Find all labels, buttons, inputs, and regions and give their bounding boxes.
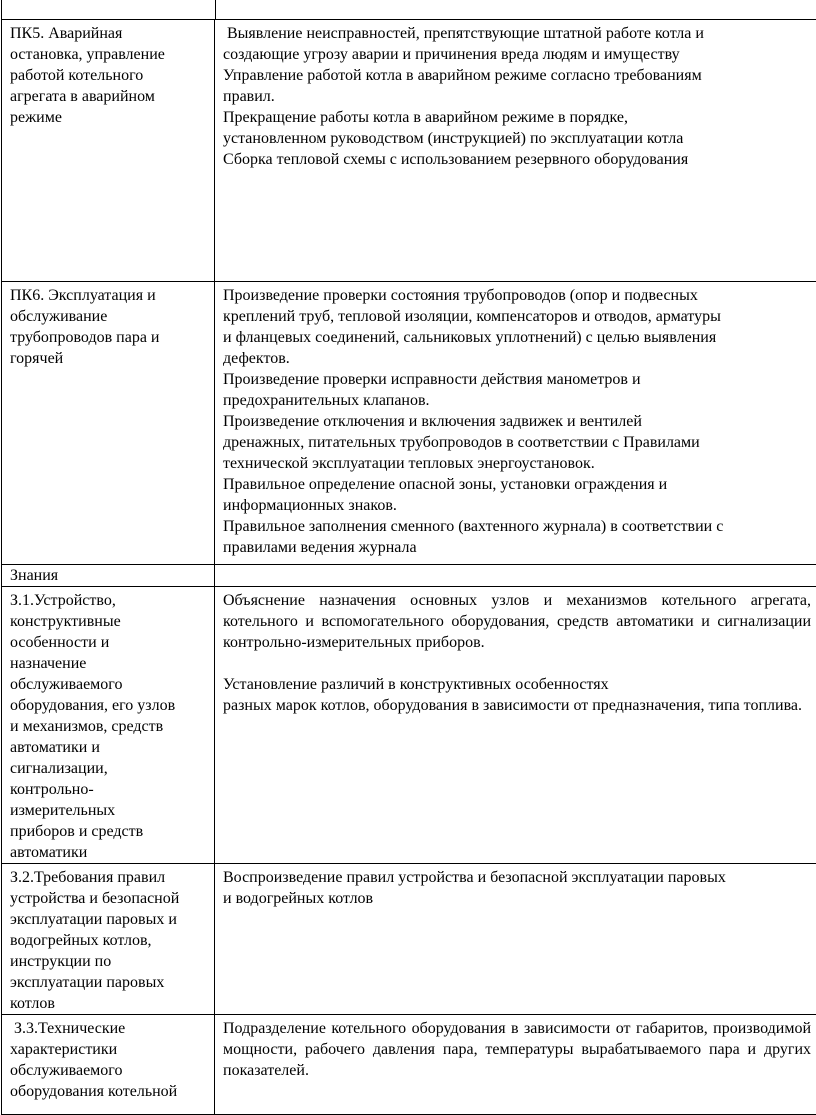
pk6-content-line: Произведение проверки состояния трубопроводов (опор и подвесных [223,285,811,306]
pk6-content-line: технической эксплуатации тепловых энергоустановок. [223,453,811,474]
competency-table [1,19,816,1115]
z1-title-line: и механизмов, средств [10,716,208,737]
z2-title-line: котлов [10,993,208,1014]
z1-title-line: конструктивные [10,611,208,632]
z1-title-line: З.1.Устройство, [10,590,208,611]
z1-title-cell [2,587,215,864]
pk6-content-line: предохранительных клапанов. [223,390,811,411]
pk6-content-line: Произведение отключения и включения задвижек и вентилей [223,411,811,432]
pk5-title-line: режиме [10,107,208,128]
pk6-title-cell [2,282,215,565]
table-row-z1 [2,587,816,864]
table-row-z3 [2,1015,816,1115]
pk6-content-cell [215,282,816,565]
pk5-content-line: Управление работой котла в аварийном режиме согласно требованиям [223,65,811,86]
pk6-title-line: горячей [10,348,208,369]
pk5-title-line: остановка, управление [10,44,208,65]
z3-title-line: З.3.Технические [10,1018,208,1039]
pk6-content-line: и фланцевых соединений, сальниковых уплотнений) с целью выявления [223,327,811,348]
z1-content-cell [215,587,816,864]
pk5-content-line: установленном руководством (инструкцией) по эксплуатации котла [223,128,811,149]
table-top-cell [1,0,216,19]
z1-content-spacer [223,653,811,674]
z2-title-line: устройства и безопасной [10,888,208,909]
pk6-content-line: Правильное заполнения сменного (вахтенного журнала) в соответствии с [223,516,811,537]
z1-title-line: назначение [10,653,208,674]
z1-title-line: автоматики и [10,737,208,758]
z2-title-line: водогрейных котлов, [10,930,208,951]
z1-content-line: Установление различий в конструктивных особенностях [223,674,811,695]
z2-title-line: инструкции по [10,951,208,972]
pk5-content-cell [215,20,816,282]
knowledge-header-empty-cell [215,565,816,587]
pk5-content-line: создающие угрозу аварии и причинения вреда людям и имуществу [223,44,811,65]
z1-title-line: особенности и [10,632,208,653]
z1-title-line: обслуживаемого [10,674,208,695]
z2-title-line: З.2.Требования правил [10,867,208,888]
pk5-title-line: работой котельного [10,65,208,86]
knowledge-header-label: Знания [10,565,208,586]
z2-title-line: эксплуатации паровых [10,972,208,993]
pk5-title-line: агрегата в аварийном [10,86,208,107]
z1-title-line: оборудования, его узлов [10,695,208,716]
pk5-title-cell [2,20,215,282]
table-row-pk6 [2,282,816,565]
z3-title-line: обслуживаемого [10,1060,208,1081]
z1-content-paragraph: разных марок котлов, оборудования в зависимости от предназначения, типа топлива. [223,695,811,716]
z3-title-cell [2,1015,215,1115]
pk5-content-line: Выявление неисправностей, препятствующие штатной работе котла и [223,23,811,44]
pk6-content-line: дефектов. [223,348,811,369]
table-row-pk5 [2,20,816,282]
z1-title-line: автоматики [10,842,208,863]
pk6-content-line: дренажных, питательных трубопроводов в соответствии с Правилами [223,432,811,453]
z3-content-cell [215,1015,816,1115]
pk6-content-line: креплений труб, тепловой изоляции, компенсаторов и отводов, арматуры [223,306,811,327]
z1-title-line: контрольно- [10,779,208,800]
pk5-title-line: ПК5. Аварийная [10,23,208,44]
z3-title-line: характеристики [10,1039,208,1060]
z2-content-line: Воспроизведение правил устройства и безопасной эксплуатации паровых [223,867,811,888]
pk6-content-line: Правильное определение опасной зоны, установки ограждения и [223,474,811,495]
z2-title-cell [2,864,215,1015]
z2-title-line: эксплуатации паровых и [10,909,208,930]
pk6-content-line: правилами ведения журнала [223,537,811,558]
z3-title-line: оборудования котельной [10,1081,208,1102]
pk5-content-line: Сборка тепловой схемы с использованием резервного оборудования [223,149,811,170]
z2-content-cell [215,864,816,1015]
pk5-content-line: правил. [223,86,811,107]
pk6-title-line: трубопроводов пара и [10,327,208,348]
table-row-knowledge-header [2,565,816,587]
table-row-z2 [2,864,816,1015]
z1-title-line: измерительных [10,800,208,821]
z3-content-paragraph: Подразделение котельного оборудования в зависимости от габаритов, производимой мощности, рабочего давления пара, температуры вырабатываемого пара и других показателей. [223,1018,811,1081]
z1-content-paragraph: Объяснение назначения основных узлов и механизмов котельного агрегата, котельного и вспомогательного оборудования, средств автоматики и сигнализации контрольно-измерительных приборов. [223,590,811,653]
pk6-title-line: ПК6. Эксплуатация и [10,285,208,306]
knowledge-header-cell [2,565,215,587]
pk6-content-line: информационных знаков. [223,495,811,516]
z2-content-line: и водогрейных котлов [223,888,811,909]
pk6-content-line: Произведение проверки исправности действия манометров и [223,369,811,390]
z1-title-line: сигнализации, [10,758,208,779]
pk6-title-line: обслуживание [10,306,208,327]
z1-title-line: приборов и средств [10,821,208,842]
pk5-content-line: Прекращение работы котла в аварийном режиме в порядке, [223,107,811,128]
